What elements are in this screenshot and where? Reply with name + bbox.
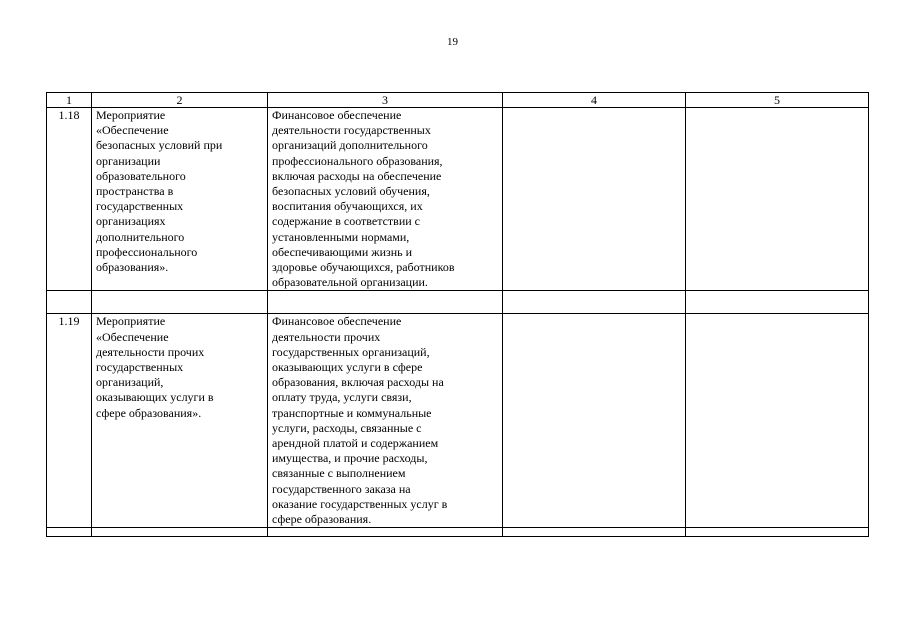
column-5-cell (686, 108, 869, 291)
activity-title: Мероприятие «Обеспечение деятельности прочих государственных организаций, оказывающих услуги в сфере образования». (92, 314, 268, 528)
activity-description: Финансовое обеспечение деятельности прочих государственных организаций, оказывающих услуги в сфере образования, включая расходы на оплату труда, услуги связи, транспортные и коммунальные услуги, расходы, связанные с арендной платой и содержанием имущества, и прочие расходы, связанные с выполнением государственного заказа на оказание государственных услуг в сфере образования. (268, 314, 503, 528)
activity-title: Мероприятие «Обеспечение безопасных условий при организации образовательного пространства в государственных организациях дополнительного профессионального образования». (92, 108, 268, 291)
activity-description: Финансовое обеспечение деятельности государственных организаций дополнительного профессионального образования, включая расходы на обеспечение безопасных условий обучения, воспитания обучающихся, их содержание в соответствии с установленными нормами, обеспечивающими жизнь и здоровье обучающихся, работников образовательной организации. (268, 108, 503, 291)
column-header-3: 3 (268, 93, 503, 108)
activities-table (46, 92, 869, 537)
page-number: 19 (447, 36, 458, 48)
column-5-cell (686, 314, 869, 528)
column-4-cell (503, 314, 686, 528)
column-header-5: 5 (686, 93, 869, 108)
column-4-cell (503, 108, 686, 291)
column-header-4: 4 (503, 93, 686, 108)
row-number: 1.18 (47, 108, 92, 291)
row-spacer (47, 528, 869, 537)
column-header-1: 1 (47, 93, 92, 108)
table-row (47, 314, 869, 528)
column-header-2: 2 (92, 93, 268, 108)
table-row (47, 108, 869, 291)
row-number: 1.19 (47, 314, 92, 528)
row-spacer (47, 291, 869, 314)
table-header-row (47, 93, 869, 108)
